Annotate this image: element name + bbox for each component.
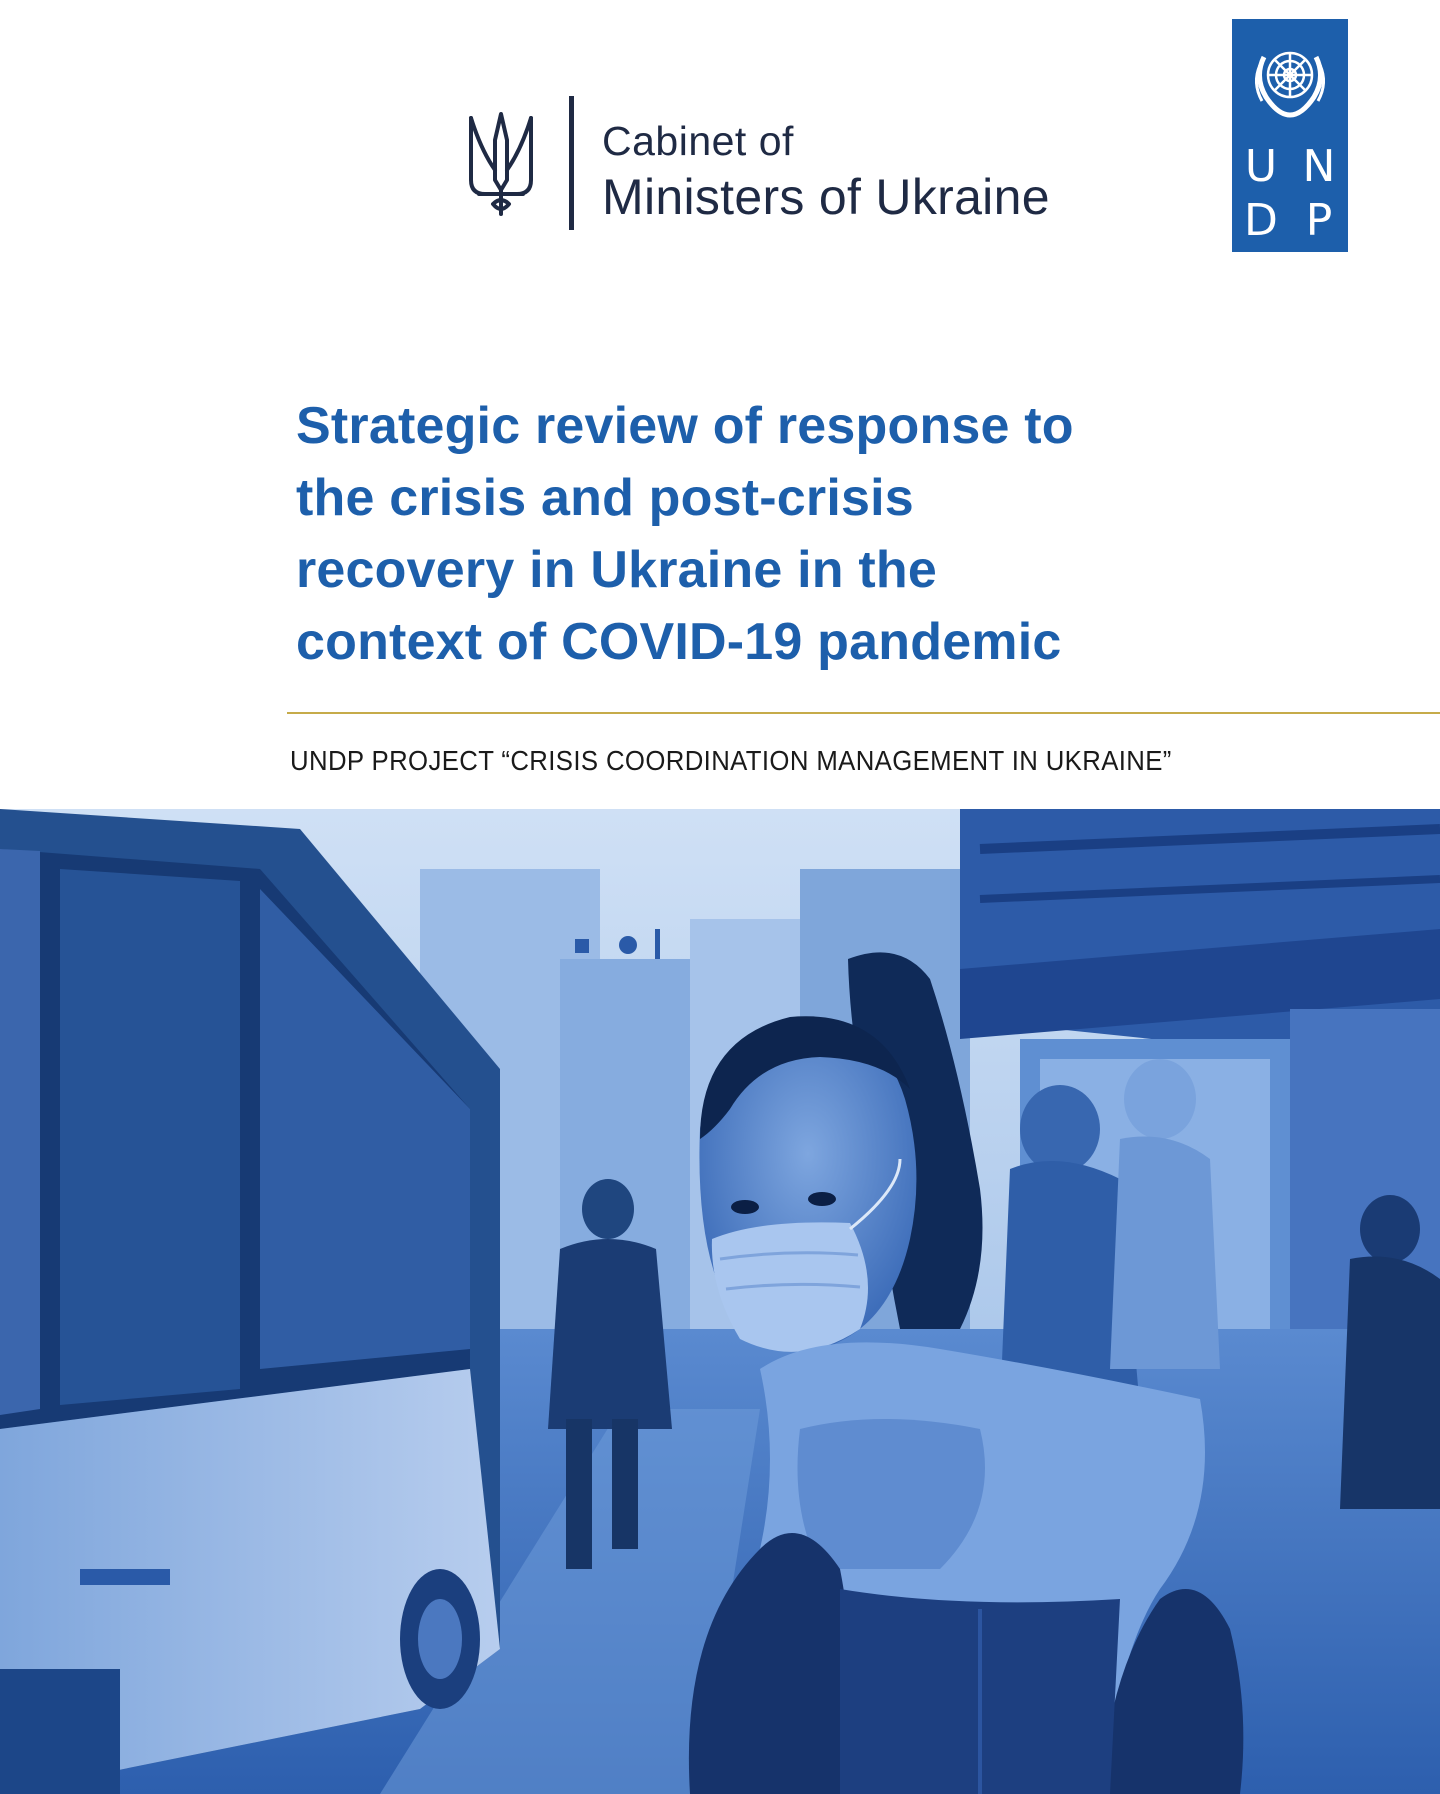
title-line-3: recovery in Ukraine in the [296,541,938,599]
undp-letters [1232,141,1348,247]
logo-divider [569,96,574,230]
un-emblem-icon [1244,31,1336,123]
cover-photo [0,809,1440,1794]
title-line-1: Strategic review of response to [296,397,1074,455]
undp-logo [1232,19,1348,252]
title-line-4: context of COVID-19 pandemic [296,613,1062,671]
trident-icon [465,110,537,218]
title-line-2: the crisis and post-crisis [296,469,914,527]
undp-letter-p: P [1305,195,1333,246]
cover-photo-illustration [0,809,1440,1794]
cabinet-of-ministers-logo [465,96,1185,236]
project-subtitle: UNDP PROJECT “CRISIS COORDINATION MANAGEMENT IN UKRAINE” [290,745,1172,776]
document-title [296,390,1276,678]
undp-letter-u: U [1244,141,1278,192]
undp-letter-d: D [1244,195,1278,246]
cabinet-of-text: Cabinet of [602,118,794,164]
title-divider-rule [287,712,1440,714]
ministers-of-ukraine-text: Ministers of Ukraine [602,169,1050,225]
undp-letter-n: N [1302,141,1336,192]
